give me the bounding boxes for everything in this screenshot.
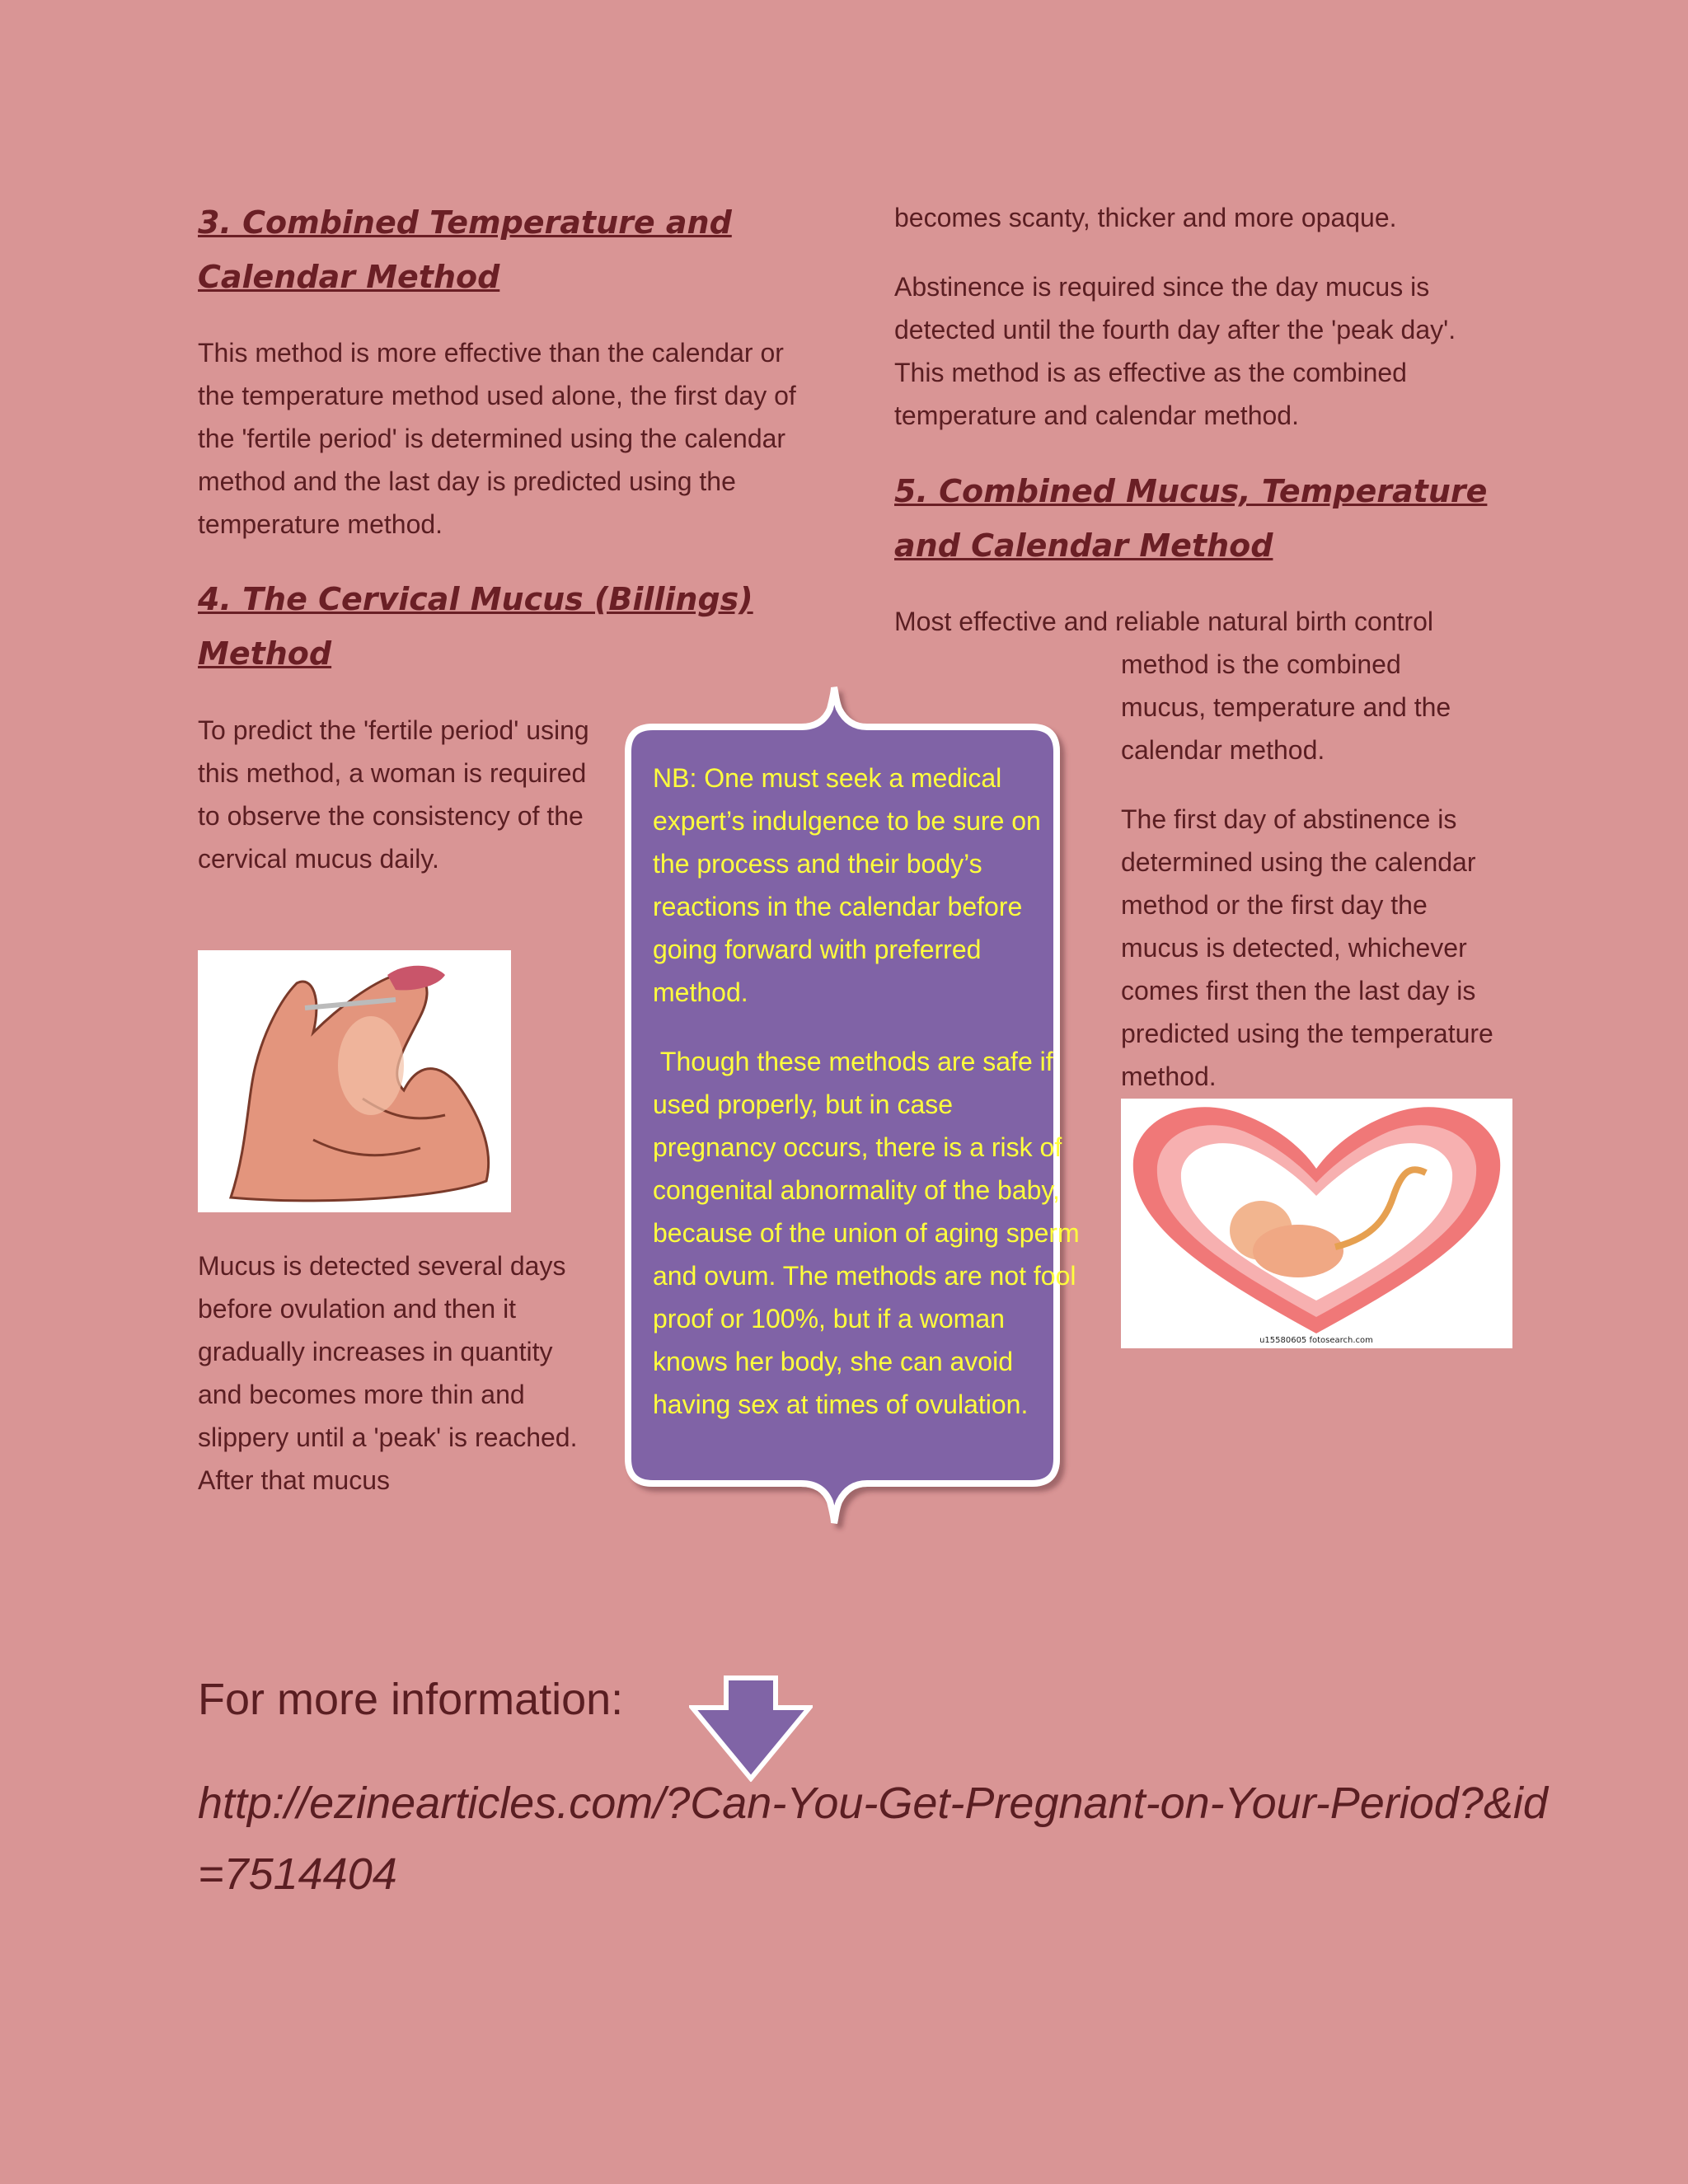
section5-heading-line2: and Calendar Method bbox=[894, 527, 1273, 564]
fetus-image-caption: u15580605 fotosearch.com bbox=[1259, 1336, 1373, 1345]
section5-body-line1: Most effective and reliable natural birth control bbox=[894, 607, 1433, 636]
section5-body2: The first day of abstinence is determined using the calendar method or the first day the mucus is detected, whichever comes first then the last day is predicted using the temperature method. bbox=[1121, 804, 1493, 1091]
fetus-heart-image bbox=[1121, 1099, 1512, 1348]
finger-illustration-icon bbox=[198, 950, 511, 1212]
section5-body-rest: method is the combined mucus, temperature and the calendar method. bbox=[1121, 649, 1451, 765]
section3-heading-line2: Calendar Method bbox=[198, 259, 500, 295]
section4-body1: To predict the 'fertile period' using this method, a woman is required to observe the consistency of the cervical mucus daily. bbox=[198, 715, 589, 874]
callout-warning: Though these methods are safe if used properly, but in case pregnancy occurs, there is a risk of congenital abnormality of the baby, because of the union of aging sperm and ovum. The methods are not fool proof or 100%, but if a woman knows her body, she can avoid having sex at times of ovulation. bbox=[653, 1047, 1087, 1419]
callout-box bbox=[620, 684, 1098, 1541]
finger-mucus-image bbox=[198, 950, 511, 1212]
section4-heading-line2: Method bbox=[198, 635, 332, 672]
more-info-link[interactable]: http://ezinearticles.com/?Can-You-Get-Pregnant-on-Your-Period?&id=7514404 bbox=[198, 1779, 1548, 1899]
section4-heading-line1: 4. The Cervical Mucus (Billings) bbox=[198, 581, 753, 617]
right-abstinence: Abstinence is required since the day mucus is detected until the fourth day after the 'peak day'. This method is as effective as the combined temperature and calendar method. bbox=[894, 272, 1456, 430]
section3-heading-line1: 3. Combined Temperature and bbox=[198, 204, 732, 241]
section5-heading-line1: 5. Combined Mucus, Temperature bbox=[894, 473, 1488, 509]
section4-body2: Mucus is detected several days before ovulation and then it gradually increases in quantity and becomes more thin and slippery until a 'peak' is reached. After that mucus bbox=[198, 1251, 578, 1495]
fetus-heart-illustration-icon bbox=[1121, 1099, 1512, 1348]
section3-body: This method is more effective than the calendar or the temperature method used alone, the first day of the 'fertile period' is determined using the calendar method and the last day is predicted using the temperature method. bbox=[198, 338, 796, 539]
right-continuation: becomes scanty, thicker and more opaque. bbox=[894, 203, 1397, 232]
callout-note: NB: One must seek a medical expert’s indulgence to be sure on the process and their body’s reactions in the calendar before going forward with preferred method. bbox=[653, 763, 1041, 1007]
more-info-label: For more information: bbox=[198, 1675, 624, 1724]
